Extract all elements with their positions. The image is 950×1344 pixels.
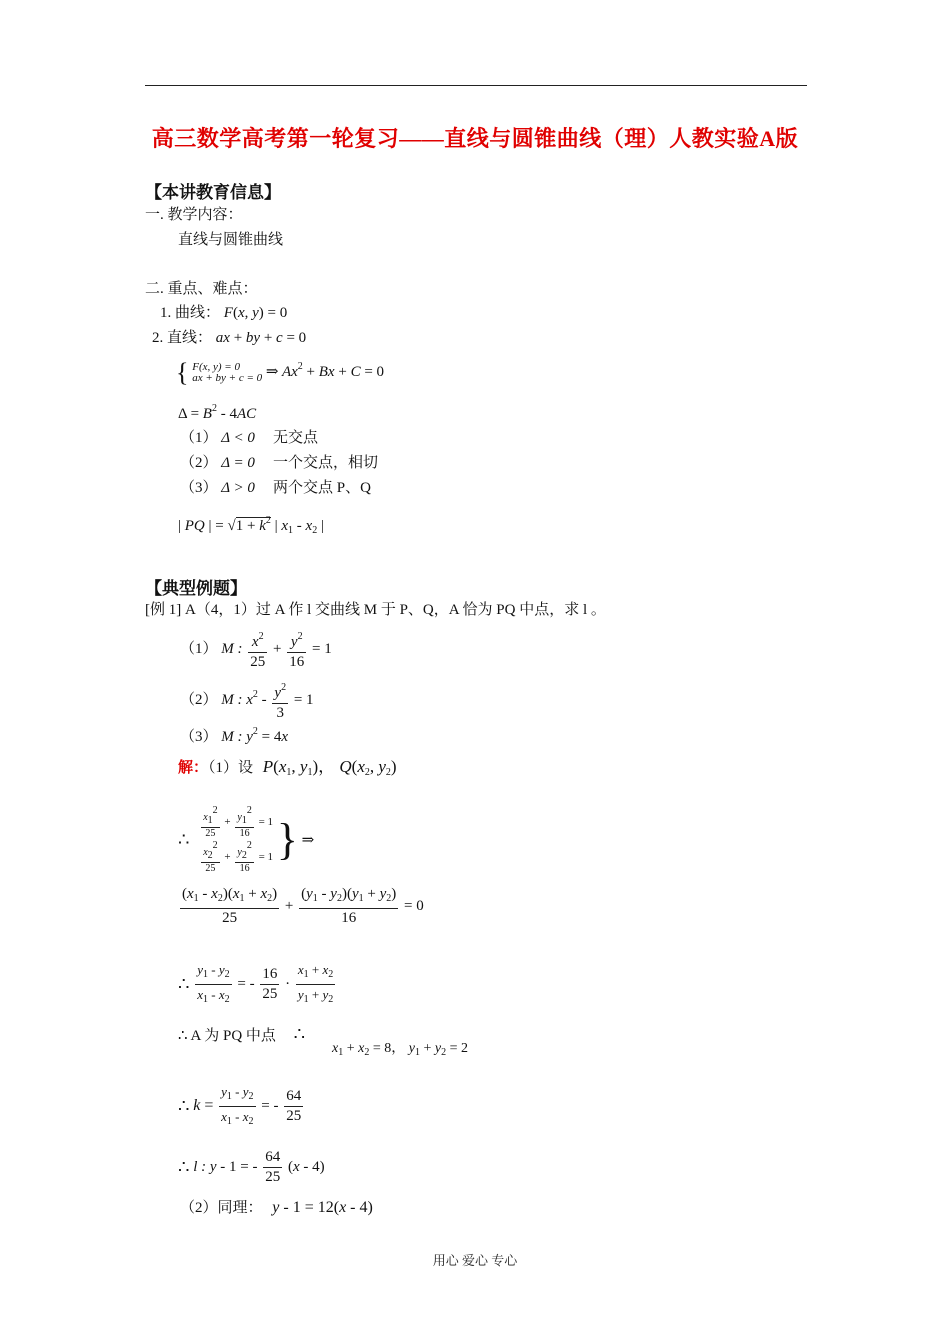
case-condition: Δ < 0 <box>221 430 255 446</box>
therefore-symbol: ∴ <box>178 829 190 850</box>
case-text: 无交点 <box>273 430 319 446</box>
pq-length-formula: | PQ | = $√1 + k^2$ | $x_1 - x_2$ | <box>178 515 324 536</box>
sub-question-2: （2） M : $x^2$ - $\frac{y^2}{3}$ = 1 <box>180 678 314 723</box>
right-brace: } <box>276 815 298 864</box>
step-system <box>178 805 314 875</box>
case-number: （3） <box>180 480 218 496</box>
case-number: （1） <box>180 430 218 446</box>
line-row <box>152 326 306 347</box>
section-heading-info: 【本讲教育信息】 <box>145 183 281 202</box>
sub2-solution: （2）同理： y - 1 = 12(x - 4) <box>180 1199 373 1216</box>
case-row <box>180 426 318 447</box>
step-slope: ∴ $\frac{y_1 - y_2}{x_1 - x_2}$ = - $\frac{16}{25}$ · $\frac{x_1 + x_2}{y_1 + y_2}$ <box>178 962 334 1005</box>
system-row <box>176 360 384 386</box>
page-title: 高三数学高考第一轮复习——直线与圆锥曲线（理）人教实验A版 <box>151 126 799 151</box>
case-row <box>180 451 378 472</box>
midpoint-text: ∴ A 为 PQ 中点 <box>178 1028 276 1044</box>
system-eq-2: ax + by + c = 0 <box>192 372 263 384</box>
case-condition: Δ = 0 <box>221 455 255 471</box>
system-fractions: $\frac{x12}{25}$ + $\frac{y12}{16}$ = 1 $\frac{x22}{25}$ + $\frac{y22}{16}$ = 1 <box>203 805 274 874</box>
solution-label: 解： <box>178 760 209 776</box>
l-equation: ∴ l : y - 1 = - $\frac{64}{25}$ (x - 4) <box>178 1149 325 1185</box>
case-text: 一个交点，相切 <box>273 455 379 471</box>
case-number: （2） <box>180 455 218 471</box>
section-heading-examples: 【典型例题】 <box>145 579 247 598</box>
curve-equation: F(x, y) = 0 <box>223 305 288 321</box>
system-result: ⇒ Ax$^2$ + Bx + C = 0 <box>265 361 385 381</box>
case-condition: Δ > 0 <box>221 480 255 496</box>
curve-label: 1. 曲线： <box>160 305 221 321</box>
sub-question-1: （1） M : $\frac{x^2}{25}$ + $\frac{y^2}{16}$ = 1 <box>180 627 332 672</box>
solution-points: $P(x_1$, $y_1$)， $Q(x_2$, $y_2$) <box>262 757 397 778</box>
sub2-solution-label: （2）同理： <box>180 1200 263 1216</box>
item-key-points: 二. 重点、难点： <box>145 281 258 297</box>
line-equation: ax + by + c = 0 <box>215 330 307 346</box>
system-equations <box>192 362 262 384</box>
solution-intro <box>178 752 397 778</box>
item-teaching-content: 一. 教学内容： <box>145 207 243 223</box>
header-rule <box>145 85 807 86</box>
example-1-statement: [例 1] A（4，1）过 A 作 l 交曲线 M 于 P、Q，A 恰为 PQ 中点，求 l 。 <box>145 602 606 618</box>
page-footer: 用心 爱心 专心 <box>432 1253 518 1268</box>
k-equation: ∴ k = $\frac{y_1 - y_2}{x_1 - x_2}$ = - $\frac{64}{25}$ <box>178 1084 302 1127</box>
left-brace: { <box>176 358 189 387</box>
midpoint-row: ∴ A 为 PQ 中点 ∴ <box>178 1024 306 1044</box>
case-text: 两个交点 P、Q <box>273 480 371 496</box>
system-eq-1: F(x, y) = 0 <box>192 361 240 373</box>
sub-question-number: （1） <box>180 640 218 657</box>
implies-symbol: ⇒ <box>301 832 315 849</box>
line-label: 2. 直线： <box>152 330 213 346</box>
curve-row <box>160 301 287 322</box>
case-row <box>180 476 371 497</box>
sub-question-number: （3） <box>180 729 218 745</box>
teaching-content-text: 直线与圆锥曲线 <box>178 232 284 248</box>
midpoint-equation: $x_1 + x_2 = 8$， $y_1 + y_2 = 2$ <box>332 1041 468 1058</box>
solution-intro-text: （1）设 <box>208 760 254 776</box>
delta-definition: $\Delta = B^2 - 4AC$ <box>178 403 257 422</box>
sub-question-number: （2） <box>180 691 218 708</box>
step-difference: $\frac{(x_1 - x_2)(x_1 + x_2)}{25}$ + $\frac{(y_1 - y_2)(y_1 + y_2)}{16}$ = 0 <box>182 886 424 926</box>
sub-question-3: （3） M : $y^2 = 4x$ <box>180 726 289 745</box>
